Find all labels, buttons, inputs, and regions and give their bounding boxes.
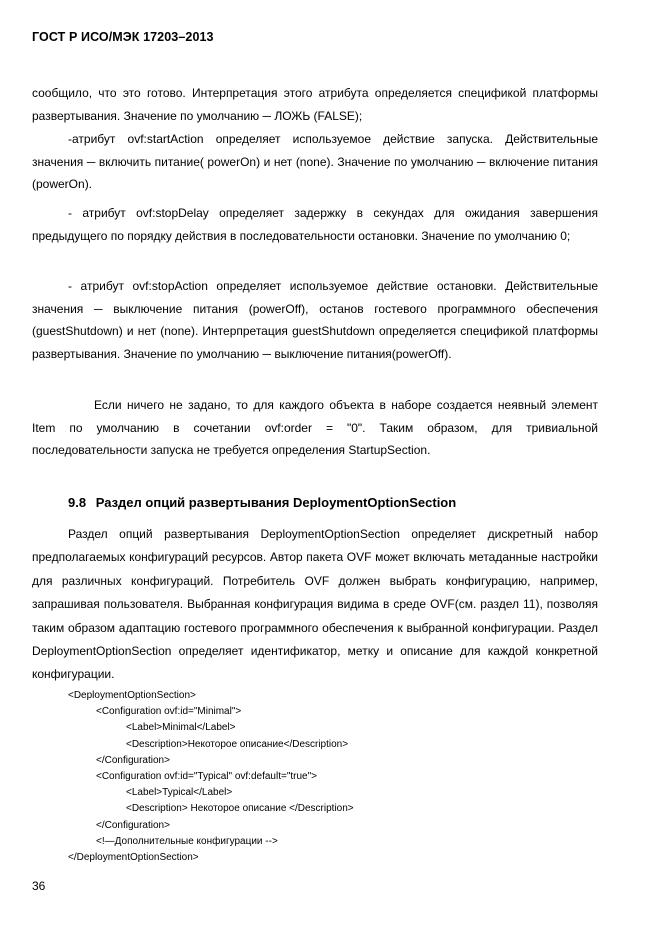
section-number: 9.8 <box>68 495 87 510</box>
code-line: </Configuration> <box>96 754 170 766</box>
code-line: <Description> Некоторое описание </Description> <box>126 803 354 815</box>
paragraph-start-action: -атрибут ovf:startAction определяет используемое действие запуска. Действительные значения ─ включить питание( powerOn) и нет (none). Значение по умолчанию ─ включение питания (powerOn). <box>32 132 598 192</box>
code-line: <Label>Typical</Label> <box>126 787 233 799</box>
code-line: <Configuration ovf:id="Minimal"> <box>96 706 242 718</box>
code-line: </DeploymentOptionSection> <box>68 852 199 864</box>
section-heading <box>68 495 456 510</box>
paragraph-continuation: сообщило, что это готово. Интерпретация этого атрибута определяется спецификой платформы развертывания. Значение по умолчанию ─ ЛОЖЬ (FALSE); <box>32 86 598 123</box>
code-line: <Configuration ovf:id="Typical" ovf:default="true"> <box>96 771 317 783</box>
document-header: ГОСТ Р ИСО/МЭК 17203–2013 <box>32 30 214 44</box>
xml-code-listing <box>68 688 354 866</box>
paragraph-deployment-option: Раздел опций развертывания DeploymentOptionSection определяет дискретный набор предполагаемых конфигураций ресурсов. Автор пакета OVF может включать метаданные настройки для различных конфигураций. Потребитель OVF должен выбрать конфигурацию, например, запрашивая пользователя. Выбранная конфигурация видима в среде OVF(см. раздел 11), позволяя таким образом адаптацию гостевого программного обеспечения к выбранной конфигурации. Раздел DeploymentOptionSection определяет идентификатор, метку и описание для каждой конкретной конфигурации. <box>32 527 598 682</box>
section-title: Раздел опций развертывания DeploymentOptionSection <box>95 495 457 510</box>
paragraph-stop-action: - атрибут ovf:stopAction определяет используемое действие остановки. Действительные значения ─ выключение питания (powerOff), останов гостевого программного обеспечения (guestShutdown) и нет (none). Интерпретация guestShutdown определяется спецификой платформы развертывания. Значение по умолчанию ─ выключение питания(powerOff). <box>32 279 598 361</box>
code-line: <!—Дополнительные конфигурации --> <box>96 835 278 847</box>
paragraph-stop-delay: - атрибут ovf:stopDelay определяет задержку в секундах для ожидания завершения предыдущего по порядку действия в последовательности остановки. Значение по умолчанию 0; <box>32 206 598 243</box>
code-line: <DeploymentOptionSection> <box>68 690 196 701</box>
code-line: </Configuration> <box>96 819 170 831</box>
code-line: <Label>Minimal</Label> <box>126 722 236 734</box>
page-number: 36 <box>32 879 46 893</box>
code-line: <Description>Некоторое описание</Description> <box>126 738 349 750</box>
paragraph-default-item: Если ничего не задано, то для каждого объекта в наборе создается неявный элемент Item по умолчанию в сочетании ovf:order = "0". Таким образом, для тривиальной последовательности запуска не требуется определения StartupSection. <box>32 398 598 458</box>
